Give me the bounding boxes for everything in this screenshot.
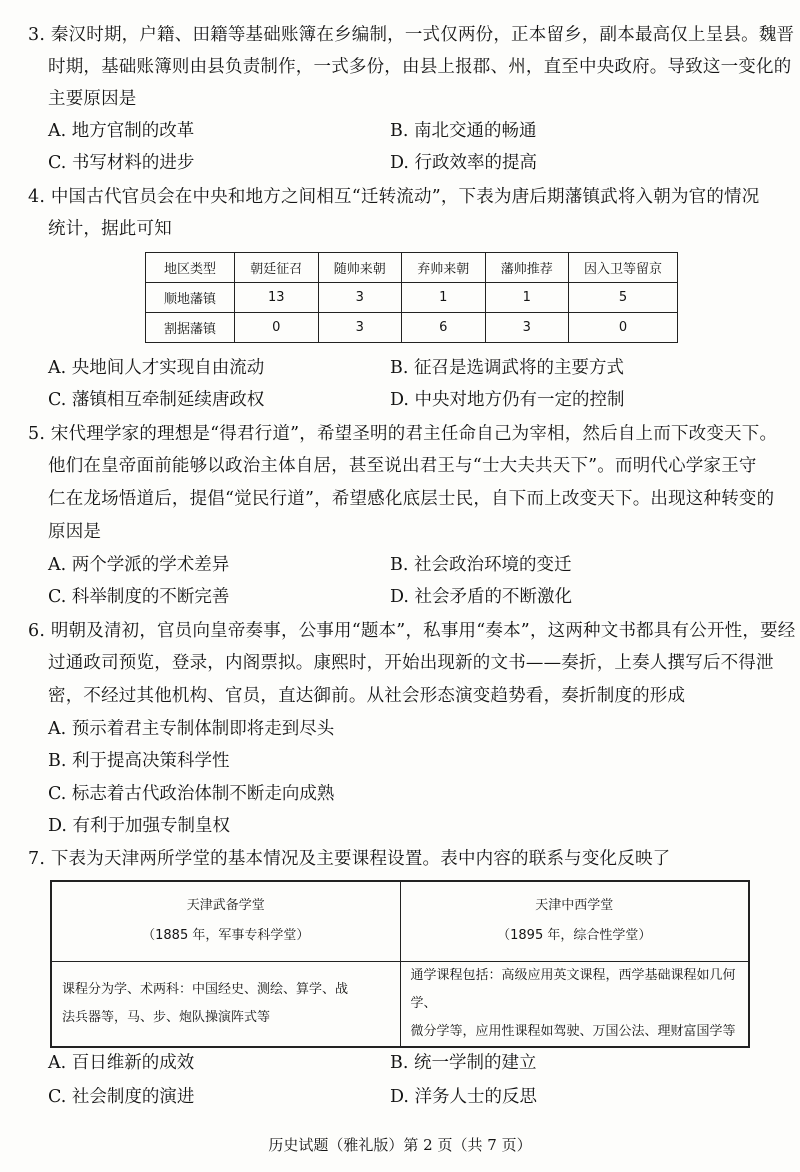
course-text-left-1: 课程分为学、术两科：中国经史、测绘、算学、战 <box>62 981 349 997</box>
table-cell: 6 <box>402 313 486 343</box>
q3-line-2: 时期，基础账簿则由县负责制作，一式多份，由县上报郡、州，直至中央政府。导致这一变化的 <box>48 57 792 77</box>
table-header-cell: 因入卫等留京 <box>569 253 678 283</box>
q7-table <box>50 880 750 1048</box>
q5-line-3: 仁在龙场悟道后，提倡“觉民行道”，希望感化底层士民，自下而上改变天下。出现这种转变的 <box>48 489 775 509</box>
table-header-cell: 地区类型 <box>146 253 235 283</box>
q3-option-a: A. 地方官制的改革 <box>48 121 195 141</box>
q5-option-c: C. 科举制度的不断完善 <box>48 587 230 607</box>
course-text-right-1: 通学课程包括：高级应用英文课程，西学基础课程如几何学、 <box>410 967 736 1011</box>
school-name-right: 天津中西学堂 <box>535 898 614 914</box>
q5-line-4: 原因是 <box>48 522 102 542</box>
q7-option-b: B. 统一学制的建立 <box>390 1053 537 1073</box>
table-cell: 3 <box>485 313 569 343</box>
school-info-left: （1885 年，军事专科学堂） <box>142 928 310 944</box>
table-row <box>146 283 678 313</box>
q5-option-d: D. 社会矛盾的不断激化 <box>390 587 573 607</box>
q6-line-1: 6. 明朝及清初，官员向皇帝奏事，公事用“题本”，私事用“奏本”，这两种文书都具有公开性，要经 <box>28 621 796 641</box>
table-cell: 13 <box>235 283 319 313</box>
table-cell: 5 <box>569 283 678 313</box>
q7-line-1: 7. 下表为天津两所学堂的基本情况及主要课程设置。表中内容的联系与变化反映了 <box>28 849 671 869</box>
q5-line-1: 5. 宋代理学家的理想是“得君行道”，希望圣明的君主任命自己为宰相，然后自上而下改变天下。 <box>28 424 778 444</box>
q5-option-a: A. 两个学派的学术差异 <box>48 555 230 575</box>
course-text-right-2: 微分学等，应用性课程如驾驶、万国公法、理财富国学等 <box>410 1023 736 1039</box>
q7-option-d: D. 洋务人士的反思 <box>390 1087 538 1107</box>
table-cell <box>400 961 749 1047</box>
q6-option-c: C. 标志着古代政治体制不断走向成熟 <box>48 784 335 804</box>
school-name-left: 天津武备学堂 <box>186 898 265 914</box>
page-footer: 历史试题（雅礼版）第 2 页（共 7 页） <box>268 1136 532 1154</box>
q3-option-d: D. 行政效率的提高 <box>390 153 538 173</box>
table-cell: 0 <box>569 313 678 343</box>
table-header-cell: 随帅来朝 <box>318 253 402 283</box>
school-info-right: （1895 年，综合性学堂） <box>497 928 652 944</box>
table-header-cell <box>51 881 400 961</box>
table-cell: 3 <box>318 313 402 343</box>
q5-line-2: 他们在皇帝面前能够以政治主体自居，甚至说出君王与“士大夫共天下”。而明代心学家王守 <box>48 456 757 476</box>
course-text-left-2: 法兵器等，马、步、炮队操演阵式等 <box>62 1009 271 1025</box>
q7-option-a: A. 百日维新的成效 <box>48 1053 195 1073</box>
q7-option-c: C. 社会制度的演进 <box>48 1087 195 1107</box>
q4-table <box>145 252 678 343</box>
q6-option-b: B. 利于提高决策科学性 <box>48 751 230 771</box>
table-cell <box>51 961 400 1047</box>
table-header-row <box>146 253 678 283</box>
table-cell: 割据藩镇 <box>146 313 235 343</box>
q4-option-b: B. 征召是选调武将的主要方式 <box>390 358 624 378</box>
q6-line-2: 过通政司预览，登录，内阁票拟。康熙时，开始出现新的文书——奏折，上奏人撰写后不得泄 <box>48 653 774 673</box>
q3-line-3: 主要原因是 <box>48 89 137 109</box>
q6-option-a: A. 预示着君主专制体制即将走到尽头 <box>48 719 335 739</box>
table-header-cell: 弃帅来朝 <box>402 253 486 283</box>
table-row <box>146 313 678 343</box>
table-cell: 1 <box>485 283 569 313</box>
table-header-cell: 朝廷征召 <box>235 253 319 283</box>
table-header-cell <box>400 881 749 961</box>
table-row <box>51 961 749 1047</box>
q4-option-c: C. 藩镇相互牵制延续唐政权 <box>48 390 265 410</box>
q6-line-3: 密，不经过其他机构、官员，直达御前。从社会形态演变趋势看，奏折制度的形成 <box>48 686 686 706</box>
q3-option-b: B. 南北交通的畅通 <box>390 121 537 141</box>
q3-line-1: 3. 秦汉时期，户籍、田籍等基础账簿在乡编制，一式仅两份，正本留乡，副本最高仅上呈县。魏晋 <box>28 25 795 45</box>
table-cell: 3 <box>318 283 402 313</box>
q5-option-b: B. 社会政治环境的变迁 <box>390 555 572 575</box>
q4-line-1: 4. 中国古代官员会在中央和地方之间相互“迁转流动”，下表为唐后期藩镇武将入朝为官的情况 <box>28 187 760 207</box>
q4-line-2: 统计，据此可知 <box>48 219 172 239</box>
q4-option-d: D. 中央对地方仍有一定的控制 <box>390 390 625 410</box>
table-cell: 顺地藩镇 <box>146 283 235 313</box>
table-cell: 1 <box>402 283 486 313</box>
table-header-cell: 藩帅推荐 <box>485 253 569 283</box>
q6-option-d: D. 有利于加强专制皇权 <box>48 816 231 836</box>
q3-option-c: C. 书写材料的进步 <box>48 153 195 173</box>
table-header-row <box>51 881 749 961</box>
q4-option-a: A. 央地间人才实现自由流动 <box>48 358 265 378</box>
table-cell: 0 <box>235 313 319 343</box>
